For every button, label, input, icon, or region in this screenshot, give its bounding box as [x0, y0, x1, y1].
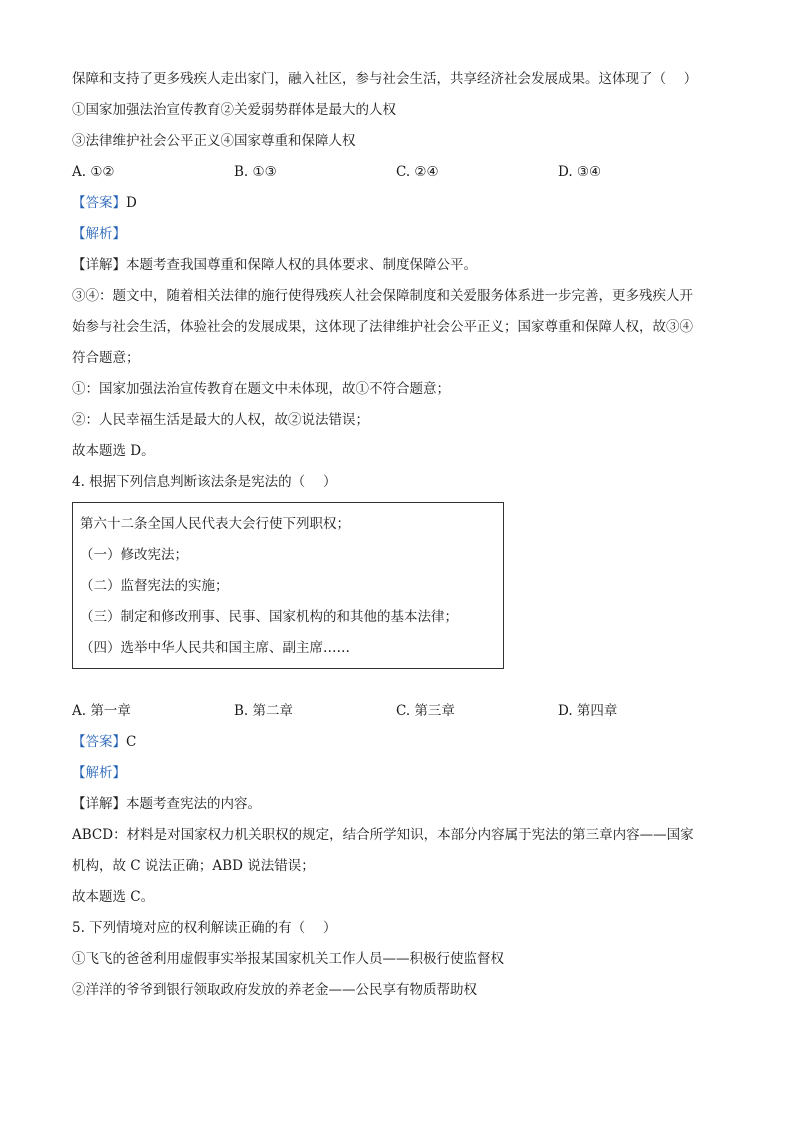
q4-material-line: （二）监督宪法的实施；	[80, 578, 229, 594]
q3-explain-line: ①：国家加强法治宣传教育在题文中未体现，故①不符合题意；	[72, 381, 450, 397]
q3-option-b: B. ①③	[234, 164, 277, 180]
q4-material-line: （一）修改宪法；	[80, 547, 188, 563]
analysis-tag: 【解析】	[72, 765, 126, 781]
q4-explain-line: 机构，故 C 说法正确；ABD 说法错误；	[72, 858, 315, 874]
q3-statement-line: ①国家加强法治宣传教育②关爱弱势群体是最大的人权	[72, 102, 396, 118]
q4-detail	[72, 789, 732, 820]
q4-stem: 4. 根据下列信息判断该法条是宪法的（ ）	[72, 474, 337, 490]
q4-option-b: B. 第二章	[234, 703, 294, 719]
q3-option-c: C. ②④	[396, 164, 439, 180]
q5-item: ②洋洋的爷爷到银行领取政府发放的养老金——公民享有物质帮助权	[72, 982, 477, 998]
detail-tag: 【详解】	[72, 796, 126, 812]
q4-material-line: （三）制定和修改刑事、民事、国家机构的和其他的基本法律；	[80, 609, 458, 625]
q3-explain-line: 始参与社会生活，体验社会的发展成果，这体现了法律维护社会公平正义；国家尊重和保障人权，故③④	[72, 319, 693, 335]
q4-option-c: C. 第三章	[396, 703, 455, 719]
answer-tag: 【答案】	[72, 734, 126, 750]
q3-detail	[72, 250, 732, 281]
q5-item: ①飞飞的爸爸利用虚假事实举报某国家机关工作人员——积极行使监督权	[72, 951, 504, 967]
q3-analysis	[72, 219, 732, 250]
q3-option-d: D. ③④	[558, 164, 602, 180]
answer-value: D	[126, 195, 137, 211]
q4-options	[72, 696, 732, 727]
q3-options	[72, 157, 732, 188]
detail-text: 本题考查我国尊重和保障人权的具体要求、制度保障公平。	[126, 257, 477, 273]
q3-statement-line: ③法律维护社会公平正义④国家尊重和保障人权	[72, 133, 356, 149]
answer-value: C	[126, 734, 137, 750]
q3-conclusion: 故本题选 D。	[72, 443, 155, 459]
q4-explain-line: ABCD：材料是对国家权力机关职权的规定，结合所学知识，本部分内容属于宪法的第三章内容——国家	[72, 827, 694, 843]
q4-answer	[72, 727, 732, 758]
detail-tag: 【详解】	[72, 257, 126, 273]
answer-tag: 【答案】	[72, 195, 126, 211]
q3-explain-line: ③④：题文中，随着相关法律的施行使得残疾人社会保障制度和关爱服务体系进一步完善，更多残疾人开	[72, 288, 693, 304]
q5-stem: 5. 下列情境对应的权利解读正确的有（ ）	[72, 920, 337, 936]
q3-stem-line: 保障和支持了更多残疾人走出家门，融入社区，参与社会生活，共享经济社会发展成果。这体现了（ ）	[72, 71, 698, 87]
q4-material-line: （四）选举中华人民共和国主席、副主席……	[80, 640, 350, 656]
q3-option-a: A. ①②	[72, 164, 115, 180]
q3-answer	[72, 188, 732, 219]
q4-conclusion: 故本题选 C。	[72, 889, 155, 905]
q4-material-box	[72, 502, 504, 669]
q4-analysis	[72, 758, 732, 789]
document-page	[72, 64, 732, 1006]
analysis-tag: 【解析】	[72, 226, 126, 242]
q3-explain-line: 符合题意；	[72, 350, 140, 366]
detail-text: 本题考查宪法的内容。	[126, 796, 261, 812]
q3-explain-line: ②：人民幸福生活是最大的人权，故②说法错误；	[72, 412, 369, 428]
q4-option-d: D. 第四章	[558, 703, 618, 719]
q4-option-a: A. 第一章	[72, 703, 131, 719]
q4-material-line: 第六十二条全国人民代表大会行使下列职权；	[80, 516, 350, 532]
